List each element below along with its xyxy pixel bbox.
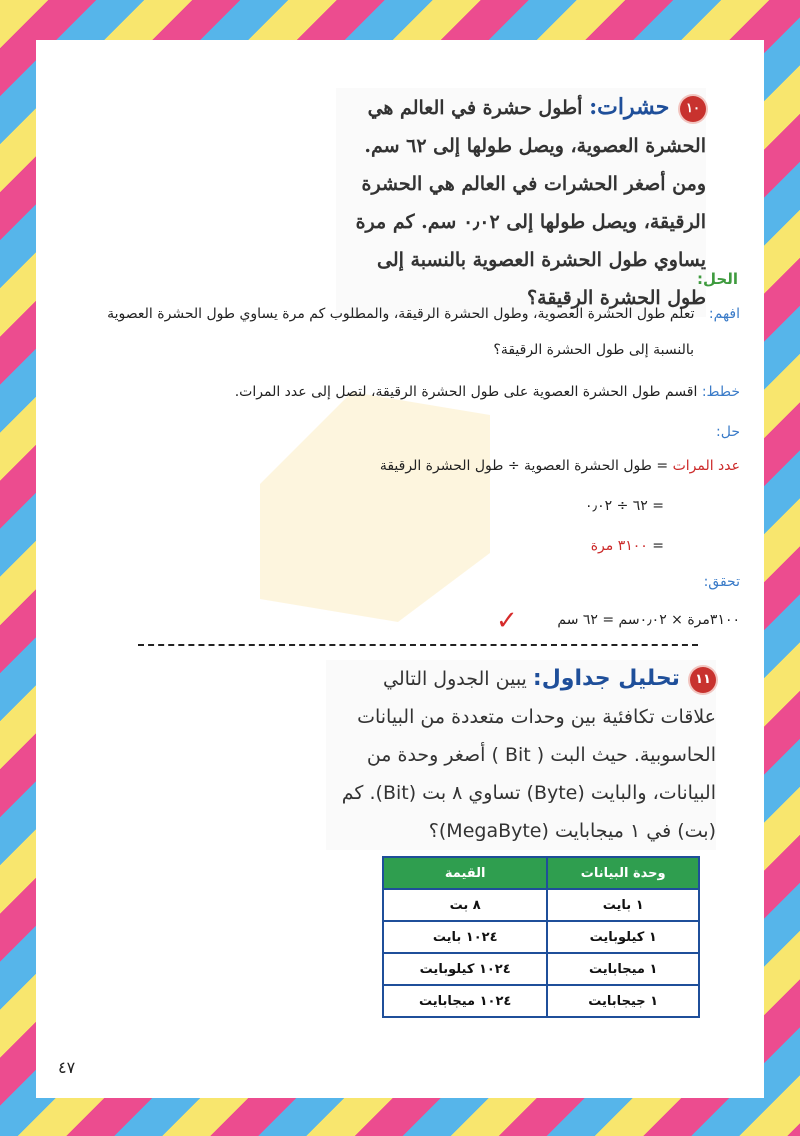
problem-number-badge: ١٠ (680, 96, 706, 122)
table-row (383, 953, 699, 985)
table-cell: ١ ميجابايت (547, 953, 699, 985)
problem-11 (326, 660, 716, 850)
section-divider (138, 644, 698, 646)
understand-line-2: بالنسبة إلى طول الحشرة الرقيقة؟ (493, 342, 694, 358)
plan-label: خطط: (701, 384, 740, 400)
plan-text: اقسم طول الحشرة العصوية على طول الحشرة الرقيقة، لتصل إلى عدد المرات. (234, 384, 698, 400)
plan-row (56, 384, 740, 400)
check-equation: ٣١٠٠مرة × ٠٫٠٢سم = ٦٢ سم (557, 612, 740, 628)
table-row (383, 889, 699, 921)
problem-text: يبين الجدول التالي علاقات تكافئية بين وحدات متعددة من البيانات الحاسوبية. حيث البت ( Bit ) أصغر وحدة من البيانات، والبايت (Byte) تساوي ٨ بت (Bit). كم (بت) في ١ ميجابايت (MegaByte)؟ (341, 668, 716, 842)
equation-2: = ٦٢ ÷ ٠٫٠٢ (585, 498, 664, 514)
count-label: عدد المرات (672, 458, 740, 474)
table-row (383, 921, 699, 953)
check-label: تحقق: (703, 574, 740, 590)
page-number: ٤٧ (58, 1058, 76, 1077)
problem-number-badge: ١١ (690, 667, 716, 693)
solution-heading: الحل: (697, 270, 738, 288)
header-value: القيمة (383, 857, 547, 889)
table-cell: ١٠٢٤ كيلوبايت (383, 953, 547, 985)
problem-text: أطول حشرة في العالم هي الحشرة العصوية، ويصل طولها إلى ٦٢ سم. ومن أصغر الحشرات في العالم هي الحشرة الرقيقة، ويصل طولها إلى ٠٫٠٢ سم. كم مرة يساوي طول الحشرة العصوية بالنسبة إلى طول الحشرة الرقيقة؟ (355, 97, 706, 309)
table-cell: ١ جيجابايت (547, 985, 699, 1017)
table-row (383, 985, 699, 1017)
table-cell: ١٠٢٤ ميجابايت (383, 985, 547, 1017)
result-value: ٣١٠٠ مرة (590, 538, 648, 554)
header-unit: وحدة البيانات (547, 857, 699, 889)
table-cell: ١٠٢٤ بايت (383, 921, 547, 953)
table-cell: ١ كيلوبايت (547, 921, 699, 953)
problem-title: تحليل جداول: (532, 666, 680, 691)
data-units-table (382, 856, 700, 1018)
solve-label: حل: (716, 424, 740, 440)
table-header-row (383, 857, 699, 889)
page (36, 40, 764, 1098)
understand-row (56, 306, 740, 322)
equation-1 (236, 458, 740, 474)
equation-3-eq: = (652, 538, 664, 554)
equation-1-text: = طول الحشرة العصوية ÷ طول الحشرة الرقيقة (379, 458, 669, 474)
equation-3 (436, 538, 664, 554)
check-mark-icon: ✓ (496, 606, 518, 636)
table-cell: ١ بايت (547, 889, 699, 921)
understand-line-1: تعلم طول الحشرة العصوية، وطول الحشرة الرقيقة، والمطلوب كم مرة يساوي طول الحشرة العصوية (107, 306, 695, 322)
understand-label: افهم: (708, 306, 740, 322)
problem-title: حشرات: (589, 94, 670, 120)
table-cell: ٨ بت (383, 889, 547, 921)
